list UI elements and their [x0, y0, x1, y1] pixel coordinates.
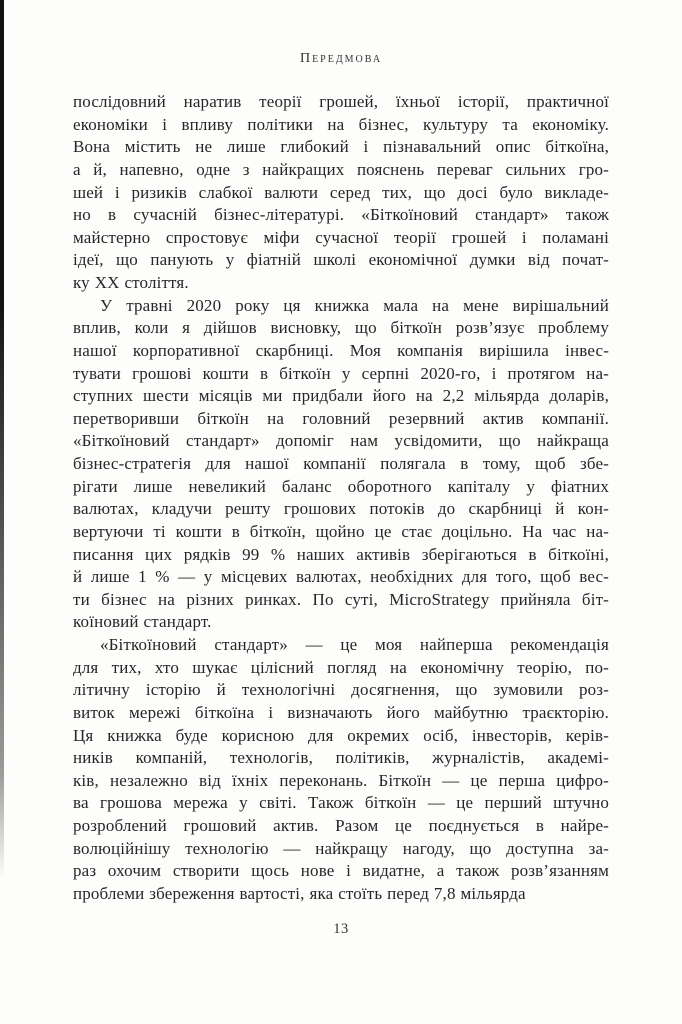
text-line: «Біткоїновий стандарт» — це моя найперша рекомендація: [100, 635, 609, 654]
paragraph: [73, 91, 609, 295]
text-line: «Біткоїновий стандарт» допоміг нам усвідомити, що найкраща: [73, 431, 609, 451]
text-line: Вона містить не лише глибокий і пізнавальний опис біткоїна,: [73, 137, 609, 157]
text-line: перетворивши біткоїн на головний резервний актив компанії.: [73, 408, 609, 428]
text-line: економіки і впливу політики на бізнес, культуру та економіку.: [73, 114, 609, 134]
paragraph: [73, 295, 609, 634]
text-line: рігати лише невеликий баланс оборотного капіталу у фіатних: [73, 476, 609, 496]
text-line: вертуючи ті кошти в біткоїн, щойно це стає доцільно. На час на-: [73, 521, 609, 541]
text-line: ва грошова мережа у світі. Також біткоїн — це перший штучно: [73, 793, 609, 813]
text-line: ників компаній, технологів, політиків, журналістів, академі-: [73, 748, 609, 768]
text-line: ти бізнес на різних ринках. По суті, MicroStrategy прийняла біт-: [73, 589, 609, 609]
text-line: коїновий стандарт.: [73, 612, 212, 632]
text-line: бізнес-стратегія для нашої компанії полягала в тому, щоб збе-: [73, 454, 609, 473]
text-line: ступних шести місяців ми придбали його на 2,2 мільярда доларів,: [73, 386, 609, 406]
text-line: Ця книжка буде корисною для окремих осіб, інвесторів, керів-: [73, 725, 609, 745]
text-line: вплив, коли я дійшов висновку, що біткоїн розв’язує проблему: [73, 318, 609, 338]
text-line: майстерно спростовує міфи сучасної теорії грошей і поламані: [73, 227, 609, 247]
paragraph: [73, 634, 609, 906]
text-line: тувати грошові кошти в біткоїн у серпні 2020-го, і протягом на-: [73, 363, 609, 383]
body-text: [73, 91, 609, 906]
running-header: Передмова: [299, 51, 383, 66]
text-line: проблеми збереження вартості, яка стоїть перед 7,8 мільярда: [73, 883, 526, 903]
text-line: У травні 2020 року ця книжка мала на мене вирішальний: [100, 295, 609, 315]
text-line: а й, напевно, одне з найкращих пояснень переваг сильних гро-: [73, 159, 609, 179]
page-number: 13: [333, 921, 349, 937]
text-line: виток мережі біткоїна і визначають його майбутню траєкторію.: [73, 702, 609, 722]
text-line: послідовний наратив теорії грошей, їхньої історії, практичної: [73, 92, 609, 111]
text-line: літичну історію й технологічні досягнення, що зумовили роз-: [73, 680, 609, 700]
text-line: но в сучасній бізнес-літературі. «Біткоїновий стандарт» також: [73, 205, 609, 225]
text-line: ку XX століття.: [73, 273, 189, 292]
text-line: ків, незалежно від їхніх переконань. Біткоїн — це перша цифро-: [73, 770, 609, 790]
text-line: шей і ризиків слабкої валюти серед тих, що досі було викладе-: [73, 182, 609, 202]
text-line: волюційнішу технологію — найкращу нагоду, що доступна за-: [73, 838, 609, 858]
text-line: писання цих рядків 99 % наших активів зберігаються в біткоїні,: [73, 544, 609, 564]
text-line: й лише 1 % — у місцевих валютах, необхідних для того, щоб вес-: [73, 567, 609, 587]
text-line: для тих, хто шукає цілісний погляд на економічну теорію, по-: [73, 657, 609, 677]
text-line: нашої корпоративної скарбниці. Моя компанія вирішила інвес-: [73, 340, 609, 360]
text-line: ідеї, що панують у фіатній школі економічної думки від почат-: [73, 250, 609, 270]
text-line: раз охочим створити щось нове і видатне, а також розв’язанням: [73, 861, 609, 881]
page-left-edge-shadow: [0, 0, 4, 878]
text-line: розроблений грошовий актив. Разом це поєднується в найре-: [73, 816, 609, 835]
text-line: валютах, кладучи решту грошових потоків до скарбниці й кон-: [73, 499, 609, 519]
